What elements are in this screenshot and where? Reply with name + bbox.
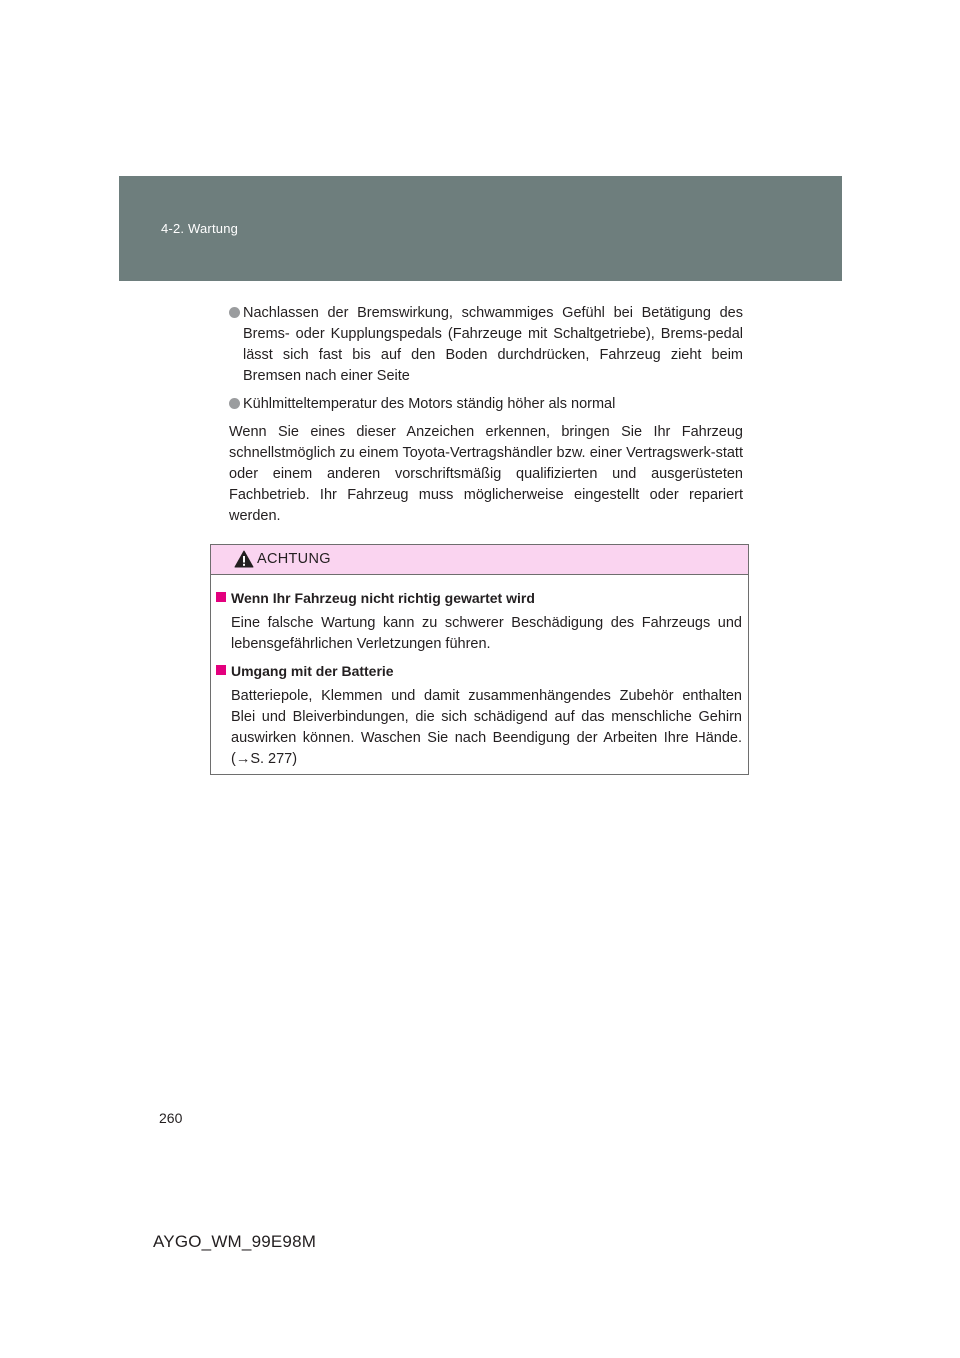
main-content	[229, 303, 743, 542]
list-item-text: Nachlassen der Bremswirkung, schwammiges Gefühl bei Betätigung des Brems- oder Kupplungspedals (Fahrzeuge mit Schaltgetriebe), Brems-pedal lässt sich fast bis auf den Boden durchdrücken, Fahrzeug zieht beim Bremsen nach einer Seite	[243, 305, 743, 384]
bullet-dot-icon	[229, 398, 240, 409]
list-item-text: Kühlmitteltemperatur des Motors ständig höher als normal	[243, 396, 616, 412]
square-bullet-icon	[216, 592, 226, 602]
body-paragraph: Wenn Sie eines dieser Anzeichen erkennen, bringen Sie Ihr Fahrzeug schnellstmöglich zu einem Toyota-Vertragshändler bzw. einer Vertragswerk-statt oder einem anderen vorschriftsmäßig qualifizierten und ausgerüsteten Fachbetrieb. Ihr Fahrzeug muss möglicherweise eingestellt oder repariert werden.	[229, 424, 743, 524]
warning-heading-text: Umgang mit der Batterie	[231, 663, 394, 679]
warning-body	[211, 575, 748, 770]
warning-heading-text: Wenn Ihr Fahrzeug nicht richtig gewartet wird	[231, 590, 535, 606]
list-item	[229, 394, 743, 415]
warning-text: Eine falsche Wartung kann zu schwerer Beschädigung des Fahrzeugs und lebensgefährlichen Verletzungen führen.	[231, 615, 742, 652]
page-number: 260	[159, 1110, 183, 1126]
warning-heading	[216, 661, 742, 681]
document-code: AYGO_WM_99E98M	[153, 1232, 317, 1251]
bullet-dot-icon	[229, 307, 240, 318]
warning-box	[210, 544, 749, 775]
warning-title: ACHTUNG	[257, 551, 331, 567]
warning-heading	[216, 588, 742, 608]
warning-triangle-icon	[234, 550, 254, 568]
section-header-band	[119, 176, 842, 281]
section-label: 4-2. Wartung	[161, 221, 239, 236]
warning-text: Batteriepole, Klemmen und damit zusammenhängendes Zubehör enthalten Blei und Bleiverbindungen, die sich schädigend auf das menschliche Gehirn auswirken können. Waschen Sie nach Beendigung der Arbeiten Ihre Hände. (→S. 277)	[231, 688, 742, 767]
list-item	[229, 303, 743, 387]
square-bullet-icon	[216, 665, 226, 675]
warning-header	[211, 545, 748, 575]
